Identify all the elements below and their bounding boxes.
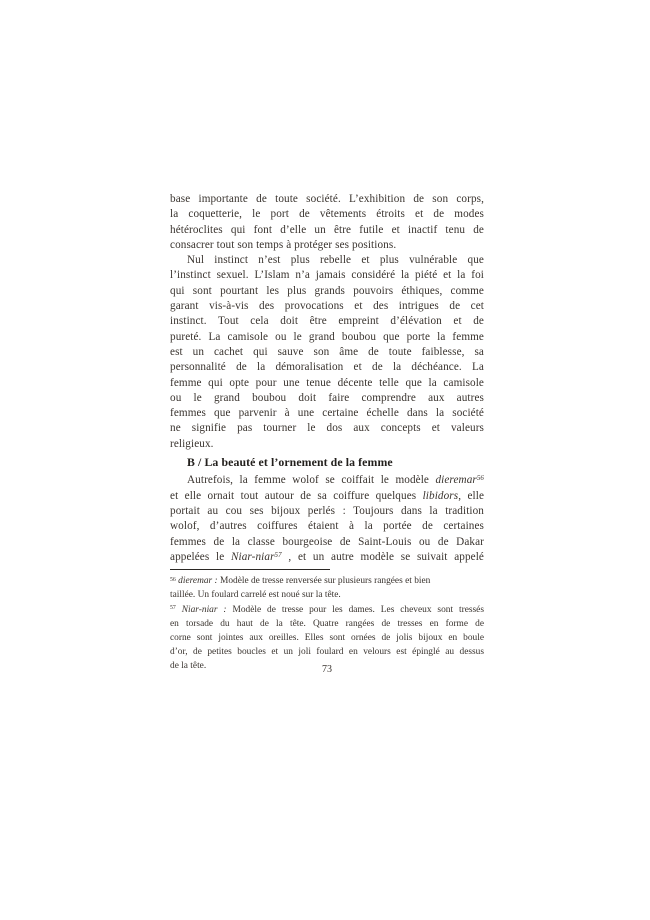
- text-line: [170, 535, 484, 550]
- paragraph: [170, 473, 484, 565]
- footnote: [170, 603, 484, 674]
- text-segment: personnalité de la démoralisation et de la déchéance. La: [170, 361, 484, 374]
- text-segment: qui sont pourtant les plus grands pouvoirs éthiques, comme: [170, 284, 484, 297]
- text-line: [170, 268, 484, 283]
- text-line: [170, 330, 484, 345]
- text-line: [170, 345, 484, 360]
- paragraph: [170, 253, 484, 452]
- footnote: [170, 574, 484, 602]
- text-segment: femmes que parvenir à une certaine échelle dans la société: [170, 407, 484, 420]
- text-segment: wolof, d’autres coiffures étaient à la portée de certaines: [170, 520, 484, 533]
- text-line: [170, 504, 484, 519]
- text-segment: d’or, de petites boucles et un joli foulard en velours est épinglé au dessus: [170, 647, 484, 658]
- text-line: [170, 574, 484, 588]
- text-segment: libidors: [422, 489, 459, 502]
- text-segment: ne signifie pas tourner le dos aux concepts et valeurs: [170, 422, 484, 435]
- text-line: [170, 406, 484, 421]
- footnote-marker: 56: [476, 474, 484, 483]
- text-line: [170, 519, 484, 534]
- text-line: [170, 314, 484, 329]
- text-segment: femmes de la classe bourgeoise de Saint-Louis ou de Dakar: [170, 535, 484, 548]
- text-segment: hétéroclites qui font d’elle un être futile et inactif tenu de: [170, 223, 484, 236]
- paragraph: [170, 192, 484, 253]
- text-line: [170, 489, 484, 504]
- text-segment: et elle ornait tout autour de sa coiffure quelques: [170, 489, 423, 502]
- text-segment: Niar-niar :: [181, 604, 227, 615]
- text-line: [170, 376, 484, 391]
- text-line: [170, 223, 484, 238]
- text-segment: pureté. La camisole ou le grand boubou que porte la femme: [170, 330, 484, 343]
- text-segment: base importante de toute société. L’exhibition de son corps,: [170, 193, 484, 205]
- text-line: [170, 253, 484, 268]
- text-segment: instinct. Tout cela doit être empreint d’élévation et de: [170, 315, 484, 328]
- footnote-marker: 56: [170, 576, 176, 583]
- text-segment: femme qui opte pour une tenue décente telle que la camisole: [170, 376, 484, 389]
- text-segment: taillée. Un foulard carrelé est noué sur la tête.: [170, 590, 341, 601]
- text-segment: Modèle de tresse pour les dames. Les cheveux sont tressés: [226, 604, 484, 615]
- text-line: [170, 617, 484, 631]
- text-line: [170, 192, 484, 207]
- text-segment: Autrefois, la femme wolof se coiffait le modèle: [187, 474, 436, 487]
- text-line: [170, 550, 484, 565]
- text-line: [170, 360, 484, 375]
- text-segment: portait au cou ses bijoux perlés : Toujours dans la tradition: [170, 504, 484, 517]
- text-segment: en torsade du haut de la tête. Quatre rangées de tresses en forme de: [170, 618, 484, 629]
- text-segment: l’instinct sexuel. L’Islam n’a jamais considéré la piété et la foi: [170, 269, 484, 282]
- text-segment: dieremar :: [178, 576, 218, 587]
- footnote-marker: 57: [170, 604, 176, 611]
- text-line: [170, 391, 484, 406]
- text-line: [170, 299, 484, 314]
- text-segment: Nul instinct n’est plus rebelle et plus vulnérable que: [187, 254, 484, 267]
- text-segment: appelées le: [170, 550, 231, 563]
- text-line: [170, 603, 484, 617]
- text-line: [170, 473, 484, 488]
- text-column: [170, 192, 484, 674]
- text-segment: corne sont jointes aux oreilles. Elles sont ornées de jolis bijoux en boule: [170, 632, 484, 643]
- section-heading: B / La beauté et l’ornement de la femme: [187, 455, 393, 470]
- text-segment: consacrer tout son temps à protéger ses positions.: [170, 238, 397, 251]
- text-line: [170, 207, 484, 222]
- page-number: 73: [322, 664, 332, 675]
- text-segment: ou le grand boubou doit faire comprendre aux autres: [170, 391, 484, 404]
- footnote-separator: [170, 569, 330, 570]
- text-line: [170, 588, 484, 602]
- text-segment: Modèle de tresse renversée sur plusieurs rangées et bien: [217, 576, 431, 587]
- text-segment: , elle: [458, 489, 485, 502]
- text-line: [170, 437, 484, 452]
- text-line: [170, 238, 484, 253]
- text-segment: , et un autre modèle se suivait appelé: [281, 550, 484, 563]
- text-line: [170, 284, 484, 299]
- text-line: [170, 421, 484, 436]
- text-segment: religieux.: [170, 437, 214, 450]
- text-segment: la coquetterie, le port de vêtements étroits et de modes: [170, 208, 484, 221]
- text-segment: garant vis-à-vis des provocations et des intrigues de cet: [170, 300, 484, 313]
- text-segment: Niar-niar: [230, 550, 275, 563]
- text-line: [170, 645, 484, 659]
- text-line: [170, 631, 484, 645]
- footnote-marker: 57: [274, 550, 282, 559]
- text-segment: de la tête.: [170, 661, 207, 672]
- text-segment: est un cachet qui sauve son âme de toute faiblesse, sa: [170, 345, 484, 358]
- text-segment: dieremar: [435, 474, 477, 487]
